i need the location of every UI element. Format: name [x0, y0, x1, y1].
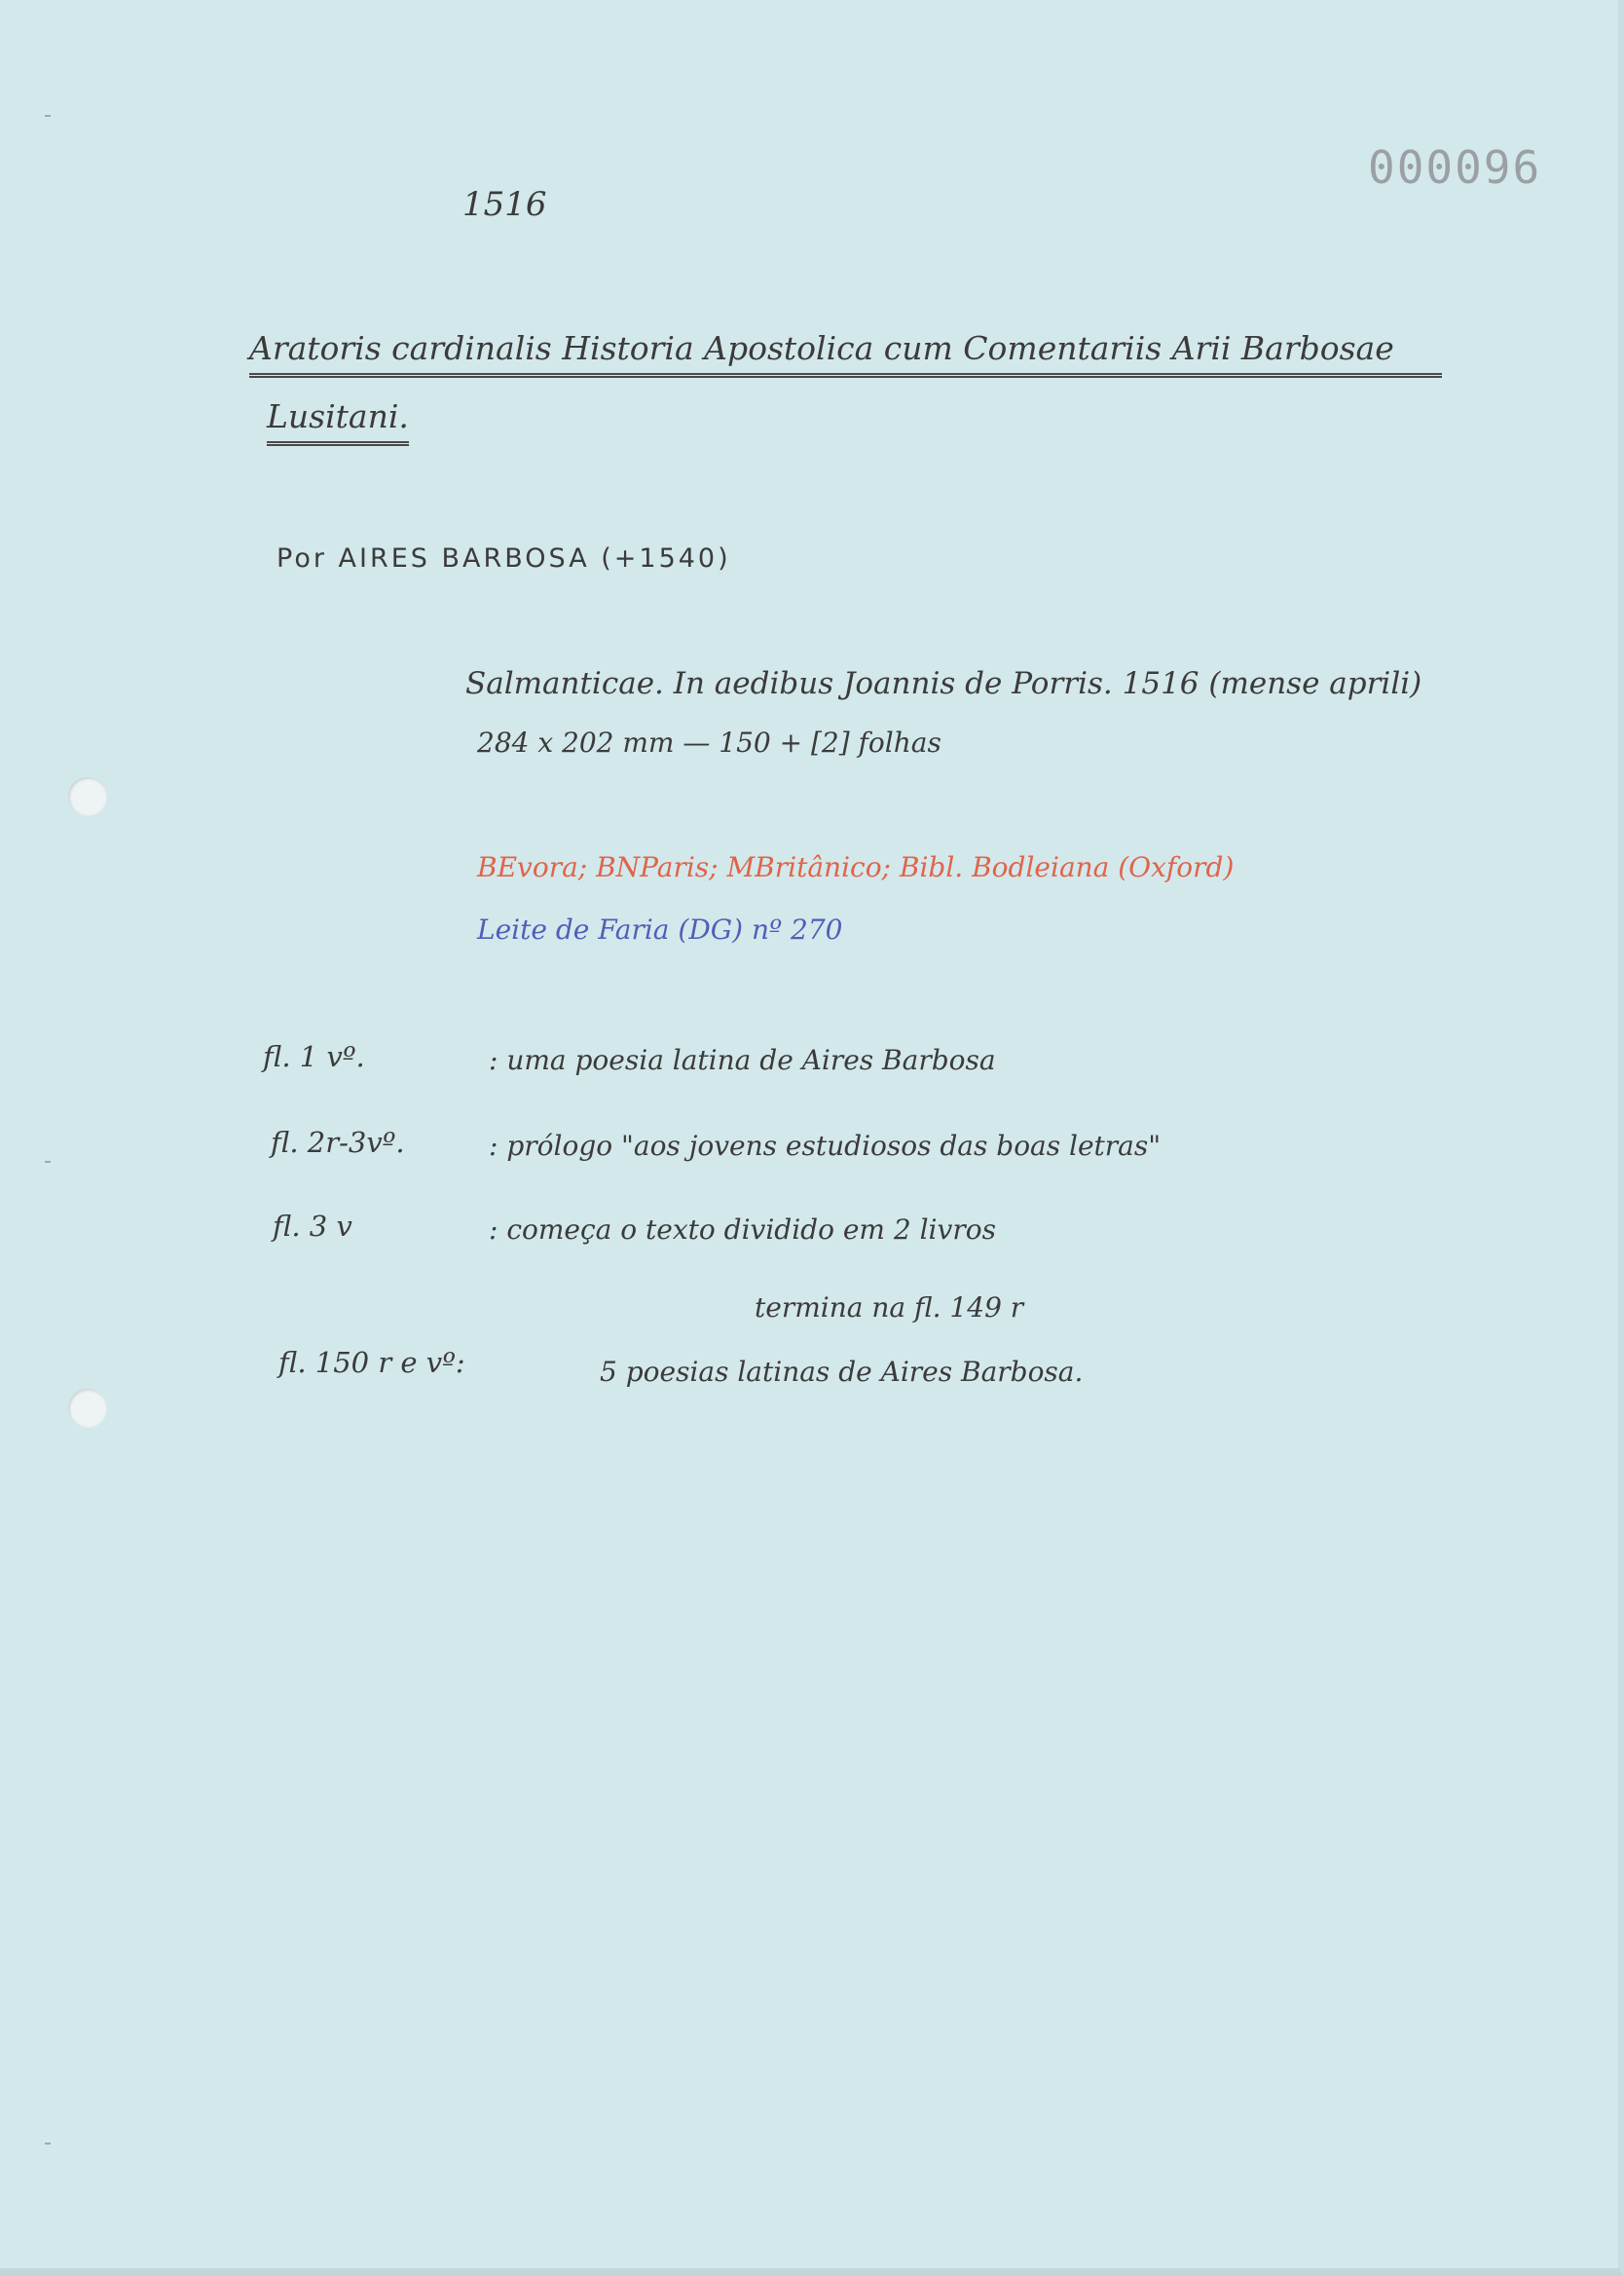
entry-location: fl. 1 vº.: [263, 1040, 365, 1073]
title-line-2: Lusitani.: [267, 397, 409, 446]
stamp-number: 000096: [1368, 141, 1542, 194]
entry-location: fl. 3 v: [273, 1210, 352, 1243]
edge-mark: [45, 1161, 51, 1163]
imprint: Salmanticae. In aedibus Joannis de Porris. 1516 (mense aprili): [465, 666, 1422, 701]
entry-location: fl. 150 r e vº:: [278, 1346, 465, 1379]
entry-description: : começa o texto dividido em 2 livros: [489, 1213, 996, 1246]
format: 284 x 202 mm — 150 + [2] folhas: [477, 727, 941, 759]
entry-description: termina na fl. 149 r: [755, 1291, 1024, 1324]
entry-description: : prólogo "aos jovens estudiosos das boas letras": [489, 1130, 1162, 1162]
entry-description: 5 poesias latinas de Aires Barbosa.: [600, 1356, 1084, 1388]
edge-mark: [45, 115, 51, 117]
reference: Leite de Faria (DG) nº 270: [477, 914, 843, 946]
entry-description: : uma poesia latina de Aires Barbosa: [489, 1044, 996, 1076]
punch-hole: [68, 1389, 107, 1428]
year: 1516: [462, 185, 547, 224]
punch-hole: [68, 777, 107, 816]
libraries: BEvora; BNParis; MBritânico; Bibl. Bodleiana (Oxford): [477, 851, 1235, 883]
entry-location: fl. 2r-3vº.: [271, 1126, 405, 1159]
author: Por AIRES BARBOSA (+1540): [277, 543, 731, 574]
edge-mark: [45, 2143, 51, 2145]
title-line-1: Aratoris cardinalis Historia Apostolica cum Comentariis Arii Barbosae: [249, 329, 1442, 378]
